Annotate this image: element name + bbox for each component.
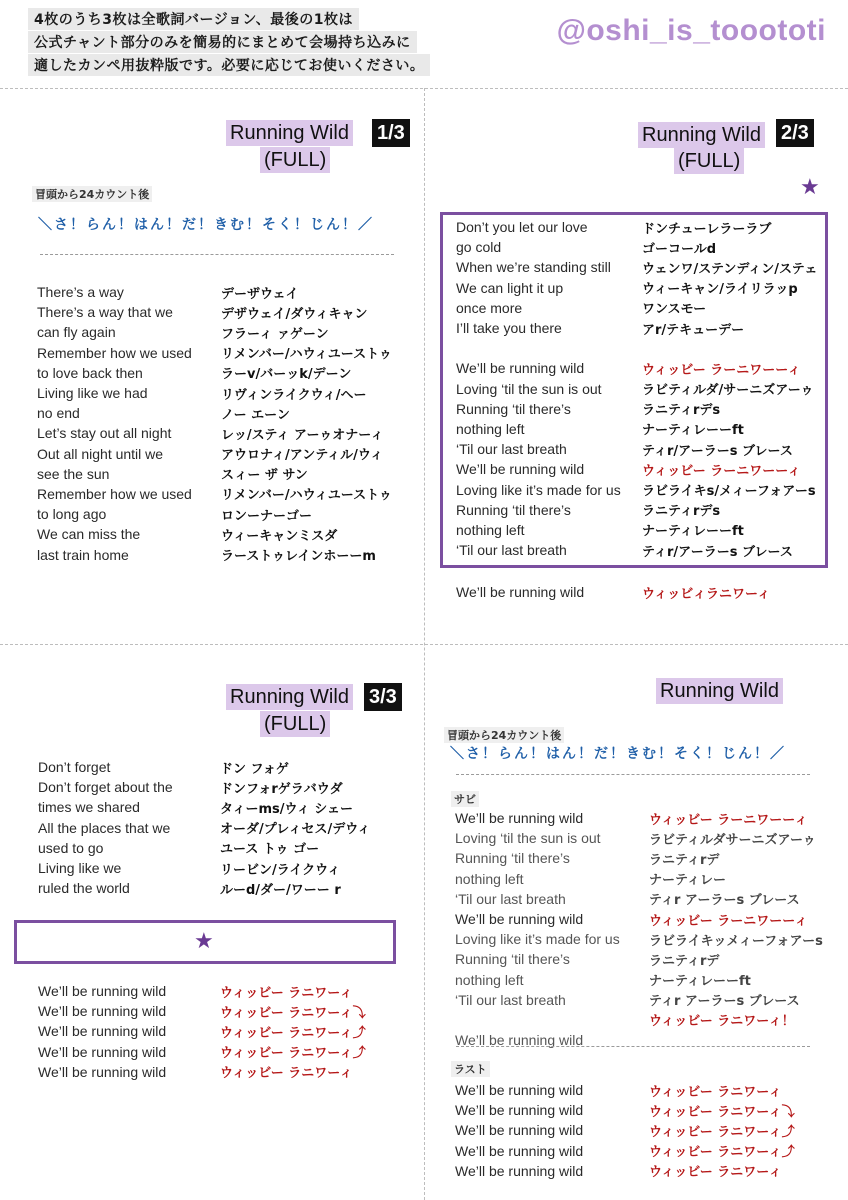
lyric-ja: ウィッビー ラニワーィ bbox=[220, 1066, 353, 1082]
lyric-row bbox=[456, 582, 770, 602]
lyric-ja: ナーティレーーft bbox=[642, 423, 744, 439]
lyric-ja: ウィッビー ラニワーィ⤴ bbox=[649, 1145, 795, 1161]
lyric-en: I’ll take you there bbox=[456, 320, 562, 337]
lyric-row bbox=[37, 302, 392, 322]
last-list bbox=[455, 1080, 795, 1181]
section-label-sabi: サビ bbox=[451, 791, 479, 807]
lyric-en: Running ‘til there’s bbox=[455, 850, 570, 867]
lyric-row bbox=[456, 257, 817, 277]
lyric-ja: ドンフォrゲラバウダ bbox=[220, 781, 343, 797]
lyric-ja: スィー ザ サン bbox=[221, 468, 308, 484]
lyric-row bbox=[38, 797, 370, 817]
lyric-en: Don’t forget bbox=[38, 759, 111, 776]
lyric-en: Loving ‘til the sun is out bbox=[455, 830, 601, 847]
lyric-row bbox=[456, 338, 817, 358]
lyric-en: once more bbox=[456, 299, 523, 316]
lyric-list bbox=[456, 217, 817, 560]
lyric-en: to love back then bbox=[37, 364, 143, 381]
lyric-en: We’ll be running wild bbox=[38, 1023, 167, 1040]
lyric-en: no end bbox=[37, 405, 80, 422]
lyric-en: Running ‘til there’s bbox=[455, 951, 570, 968]
lyric-row bbox=[456, 298, 817, 318]
lyric-row bbox=[37, 504, 392, 524]
lyric-ja: ティr/アーラーs ブレース bbox=[642, 544, 793, 560]
section-label-last: ラスト bbox=[451, 1061, 490, 1077]
page-badge: 1/3 bbox=[372, 119, 410, 147]
card-title: Running Wild bbox=[656, 678, 783, 704]
lyric-en: Running ‘til there’s bbox=[456, 501, 571, 518]
lyric-ja: ティr アーラーs ブレース bbox=[649, 994, 800, 1010]
lyric-ja: ラーv/バーッk/デーン bbox=[221, 367, 352, 383]
lyric-row bbox=[37, 282, 392, 302]
lyric-ja: ウィッビー ラニワーィ⤵ bbox=[220, 1005, 366, 1021]
lyric-list-after bbox=[456, 582, 770, 602]
lyric-en: can fly again bbox=[37, 324, 116, 341]
lyric-en: Let’s stay out all night bbox=[37, 425, 172, 442]
lyric-ja: ティr アーラーs ブレース bbox=[649, 893, 800, 909]
star-icon: ★ bbox=[800, 175, 820, 200]
lyric-row bbox=[38, 818, 370, 838]
lyric-row bbox=[37, 464, 392, 484]
lyric-row bbox=[38, 858, 370, 878]
lyric-en: ‘Til our last breath bbox=[456, 441, 567, 458]
lyric-ja: レッ/スティ アーゥオナーィ bbox=[221, 427, 384, 443]
lyric-ja: ウィッビィラニワーィ bbox=[642, 586, 771, 602]
lyric-en: When we’re standing still bbox=[456, 259, 611, 276]
lyric-ja: ウィッビー ラニワーィ⤴ bbox=[649, 1124, 795, 1140]
lyric-en: Loving like it’s made for us bbox=[456, 481, 621, 498]
lyric-en: nothing left bbox=[456, 521, 525, 538]
lyric-en: nothing left bbox=[455, 971, 524, 988]
lyric-ja: ウィッビー ラニワーィ⤴ bbox=[220, 1025, 366, 1041]
lyric-en: There’s a way that we bbox=[37, 304, 173, 321]
lyric-row bbox=[455, 1030, 823, 1050]
lyric-en: Remember how we used bbox=[37, 485, 192, 502]
lyric-ja: ウィッビー ラーニワーーィ bbox=[642, 463, 801, 479]
divider bbox=[456, 774, 810, 775]
lyric-ja: ゴーコールd bbox=[642, 241, 717, 257]
lyric-ja: ロンーナーゴー bbox=[221, 508, 313, 524]
lyric-list bbox=[37, 282, 392, 565]
lyric-ja: ウィッビー ラーニワーーィ bbox=[649, 913, 808, 929]
lyric-ja: ナーティレーーft bbox=[649, 974, 751, 990]
lyric-row bbox=[455, 869, 823, 889]
cut-guide-vertical bbox=[424, 88, 425, 1200]
note-line: 適したカンペ用抜粋版です。必要に応じてお使いください。 bbox=[28, 54, 430, 76]
lyric-ja: ラビティルダ/サーニズアーゥ bbox=[642, 383, 814, 399]
lyric-en: last train home bbox=[37, 546, 129, 563]
lyric-en: nothing left bbox=[456, 420, 525, 437]
lyric-ja: リービン/ライクウィ bbox=[220, 862, 341, 878]
lyric-row bbox=[455, 1141, 795, 1161]
lyric-row bbox=[456, 540, 817, 560]
lyric-ja: ナーティレー bbox=[649, 873, 726, 889]
lyric-en: We’ll be running wild bbox=[456, 584, 585, 601]
lyric-en: go cold bbox=[456, 239, 502, 256]
lyric-ja: ドン フォゲ bbox=[220, 761, 289, 777]
lyric-ja: ウィッビー ラーニワーーィ bbox=[649, 812, 808, 828]
lyric-ja: ドンチューレラーラブ bbox=[642, 221, 772, 237]
lyric-ja: オーダ/プレィセス/デウィ bbox=[220, 822, 371, 838]
lyric-ja: ウィーキャン/ライリラッp bbox=[642, 282, 798, 298]
lyric-en: to long ago bbox=[37, 506, 107, 523]
lyric-ja: ウィッビー ラニワーィ bbox=[220, 985, 353, 1001]
lyric-en: ‘Til our last breath bbox=[455, 991, 566, 1008]
card-subtitle: (FULL) bbox=[260, 147, 330, 173]
lyric-row bbox=[455, 1100, 795, 1120]
lyric-row bbox=[455, 828, 823, 848]
lyric-en: Remember how we used bbox=[37, 344, 192, 361]
lyric-row bbox=[37, 363, 392, 383]
lyric-ja: ウィッビー ラニワーィ bbox=[649, 1165, 782, 1181]
lyric-ja: アウロナィ/アンティル/ウィ bbox=[221, 448, 384, 464]
lyric-en: We’ll be running wild bbox=[38, 1003, 167, 1020]
lyric-row bbox=[37, 544, 392, 564]
lyric-row bbox=[455, 808, 823, 828]
lyric-row bbox=[455, 848, 823, 868]
lyric-ja: アr/テキューデー bbox=[642, 322, 745, 338]
lyric-ja: リメンバー/ハウィユーストゥ bbox=[221, 347, 392, 363]
lyric-en: ‘Til our last breath bbox=[455, 890, 566, 907]
lyric-ja: デザウェイ/ダウィキャン bbox=[221, 306, 368, 322]
lyric-row bbox=[456, 479, 817, 499]
lyric-ja: デーザウェイ bbox=[221, 286, 299, 302]
lyric-ja: ユース トゥ ゴー bbox=[220, 842, 320, 858]
sabi-list bbox=[455, 808, 823, 1050]
header bbox=[0, 0, 848, 86]
fan-call: ＼さ！らん！はん！だ！きむ！そく！じん！／ bbox=[450, 746, 786, 762]
lyric-row bbox=[38, 981, 366, 1001]
card-title: Running Wild bbox=[226, 120, 353, 146]
lyric-row bbox=[456, 318, 817, 338]
author-handle: @oshi_is_tooototi bbox=[556, 14, 826, 47]
card-subtitle: (FULL) bbox=[260, 711, 330, 737]
lyric-en: We’ll be running wild bbox=[455, 911, 584, 928]
lyric-ja: ティr/アーラーs ブレース bbox=[642, 443, 793, 459]
lyric-en: Running ‘til there’s bbox=[456, 400, 571, 417]
lyric-ja: ウィッビー ラニワーィ！ bbox=[649, 1014, 795, 1030]
lyric-row bbox=[455, 1161, 795, 1181]
lyric-ja: ラニティrデs bbox=[642, 504, 721, 520]
lyric-row bbox=[456, 439, 817, 459]
lyric-ja: ラニティrデs bbox=[642, 403, 721, 419]
lyric-row bbox=[37, 322, 392, 342]
lyric-en: We can miss the bbox=[37, 526, 141, 543]
lyric-row bbox=[37, 423, 392, 443]
lyric-ja: フラーィ ァゲーン bbox=[221, 326, 329, 342]
lyric-en: Loving like it’s made for us bbox=[455, 931, 620, 948]
lyric-ja: ウィッビー ラニワーィ⤴ bbox=[220, 1046, 366, 1062]
divider bbox=[456, 1046, 810, 1047]
lyric-row bbox=[455, 1080, 795, 1100]
lyric-row bbox=[37, 343, 392, 363]
lyric-row bbox=[456, 358, 817, 378]
lyric-row bbox=[455, 1010, 823, 1030]
intro-note bbox=[28, 8, 430, 77]
lyric-list bbox=[38, 757, 370, 898]
star-icon: ★ bbox=[194, 929, 214, 954]
lyric-row bbox=[37, 524, 392, 544]
lyric-row bbox=[455, 990, 823, 1010]
page-badge: 3/3 bbox=[364, 683, 402, 711]
count-label: 冒頭から24カウント後 bbox=[444, 727, 564, 743]
lyric-ja: ラビライキッメィーフォアーs bbox=[649, 933, 823, 949]
lyric-ja: ウィッビー ラーニワーーィ bbox=[642, 362, 801, 378]
lyric-ja: ウィッビー ラニワーィ⤵ bbox=[649, 1104, 795, 1120]
lyric-row bbox=[38, 838, 370, 858]
lyric-en: Living like we had bbox=[37, 385, 148, 402]
lyric-row bbox=[456, 419, 817, 439]
count-label: 冒頭から24カウント後 bbox=[32, 186, 152, 202]
lyric-row bbox=[456, 217, 817, 237]
lyric-en: times we shared bbox=[38, 799, 140, 816]
lyric-en: There’s a way bbox=[37, 284, 124, 301]
lyric-row bbox=[455, 929, 823, 949]
lyric-en: We can light it up bbox=[456, 279, 564, 296]
lyric-row bbox=[456, 278, 817, 298]
card-title: Running Wild bbox=[638, 122, 765, 148]
page-badge: 2/3 bbox=[776, 119, 814, 147]
note-line: 公式チャント部分のみを簡易的にまとめて会場持ち込みに bbox=[28, 31, 417, 53]
note-line: 4枚のうち3枚は全歌詞バージョン、最後の1枚は bbox=[28, 8, 359, 30]
lyric-en: We’ll be running wild bbox=[456, 360, 585, 377]
lyric-row bbox=[38, 1001, 366, 1021]
lyric-ja: ラーストゥレインホーーm bbox=[221, 549, 376, 565]
lyric-row bbox=[38, 1062, 366, 1082]
lyric-row bbox=[455, 949, 823, 969]
lyric-ja: ナーティレーーft bbox=[642, 524, 744, 540]
lyric-row bbox=[456, 500, 817, 520]
lyric-en: Out all night until we bbox=[37, 445, 164, 462]
lyric-en: We’ll be running wild bbox=[455, 1142, 584, 1159]
lyric-en: We’ll be running wild bbox=[455, 1162, 584, 1179]
lyric-ja: ラビティルダサーニズアーゥ bbox=[649, 832, 816, 848]
lyric-en: We’ll be running wild bbox=[38, 1063, 167, 1080]
fan-call: ＼さ！らん！はん！だ！きむ！そく！じん！／ bbox=[38, 217, 374, 233]
lyric-en: used to go bbox=[38, 839, 104, 856]
card-subtitle: (FULL) bbox=[674, 148, 744, 174]
lyric-en: ruled the world bbox=[38, 880, 130, 897]
lyric-en: We’ll be running wild bbox=[455, 1032, 584, 1049]
lyric-row bbox=[38, 1042, 366, 1062]
lyric-row bbox=[38, 777, 370, 797]
lyric-en: We’ll be running wild bbox=[38, 983, 167, 1000]
ending-list bbox=[38, 981, 366, 1082]
lyric-ja: ラニティrデ bbox=[649, 852, 720, 868]
lyric-ja: ラニティrデ bbox=[649, 953, 720, 969]
lyric-row bbox=[456, 379, 817, 399]
lyric-row bbox=[38, 757, 370, 777]
lyric-ja: ノー エーン bbox=[221, 407, 290, 423]
lyric-en: ‘Til our last breath bbox=[456, 542, 567, 559]
lyric-row bbox=[37, 484, 392, 504]
lyric-en: We’ll be running wild bbox=[455, 1102, 584, 1119]
lyric-row bbox=[37, 403, 392, 423]
lyric-en: We’ll be running wild bbox=[38, 1043, 167, 1060]
lyric-en: All the places that we bbox=[38, 819, 171, 836]
lyric-row bbox=[455, 1120, 795, 1140]
lyric-row bbox=[37, 444, 392, 464]
lyric-row bbox=[456, 399, 817, 419]
lyric-ja: ラビライキs/メィーフォアーs bbox=[642, 484, 816, 500]
lyric-row bbox=[455, 970, 823, 990]
lyric-en: Don’t forget about the bbox=[38, 779, 173, 796]
lyric-en: We’ll be running wild bbox=[455, 1082, 584, 1099]
lyric-ja: タィーms/ウィ シェー bbox=[220, 801, 353, 817]
lyric-row bbox=[38, 1021, 366, 1041]
lyric-en: Loving ‘til the sun is out bbox=[456, 380, 602, 397]
lyric-ja: ウィーキャンミスダ bbox=[221, 528, 338, 544]
lyric-ja: ワンスモー bbox=[642, 302, 707, 318]
lyric-ja: ウェンワ/ステンディン/ステェ bbox=[642, 261, 818, 277]
lyric-en: nothing left bbox=[455, 870, 524, 887]
lyric-en: Living like we bbox=[38, 860, 122, 877]
lyric-row bbox=[456, 520, 817, 540]
lyric-en: see the sun bbox=[37, 465, 110, 482]
lyric-row bbox=[456, 459, 817, 479]
lyric-en: We’ll be running wild bbox=[456, 461, 585, 478]
lyric-ja: リヴィンライクウィ/ヘー bbox=[221, 387, 367, 403]
lyric-ja: リメンバー/ハウィユーストゥ bbox=[221, 488, 392, 504]
card-title: Running Wild bbox=[226, 684, 353, 710]
lyric-row bbox=[455, 909, 823, 929]
lyric-ja: ルーd/ダー/ワーー r bbox=[220, 882, 341, 898]
lyric-en: We’ll be running wild bbox=[455, 810, 584, 827]
lyric-row bbox=[456, 237, 817, 257]
divider bbox=[40, 254, 394, 255]
lyric-row bbox=[38, 878, 370, 898]
lyric-en: Don’t you let our love bbox=[456, 219, 588, 236]
lyric-row bbox=[455, 889, 823, 909]
lyric-row bbox=[37, 383, 392, 403]
lyric-en: We’ll be running wild bbox=[455, 1122, 584, 1139]
lyric-ja: ウィッビー ラニワーィ bbox=[649, 1084, 782, 1100]
